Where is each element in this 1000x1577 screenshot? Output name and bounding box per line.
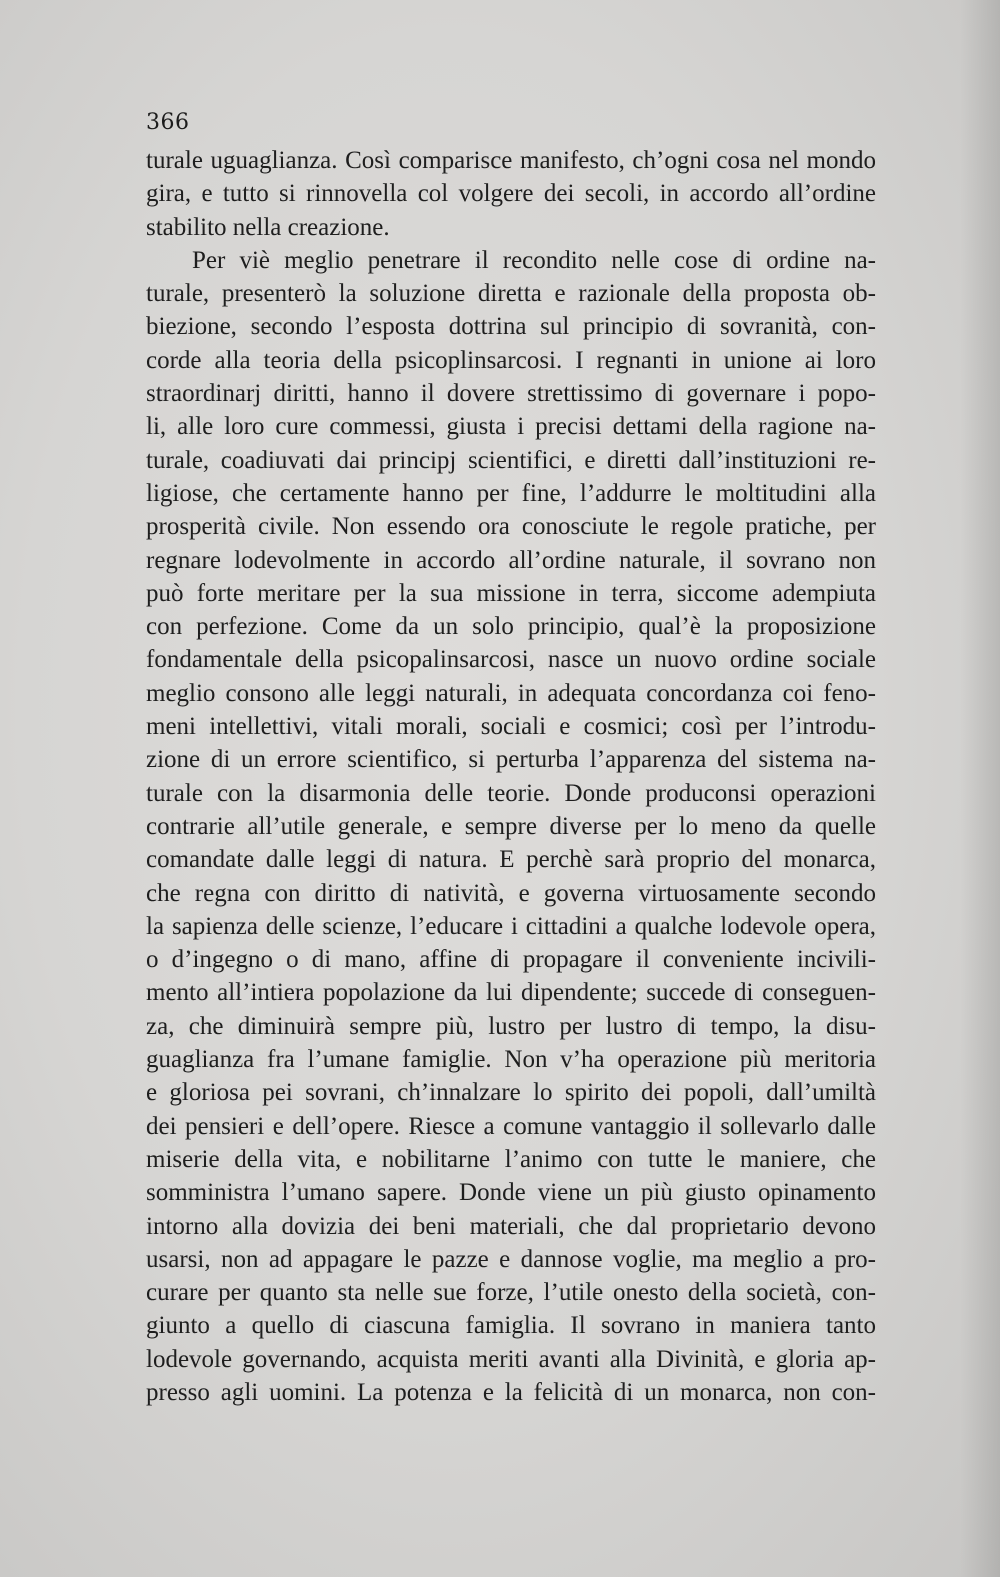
text-line: meni intellettivi, vitali morali, sociali e cosmici; così per l’introdu- xyxy=(146,713,876,741)
text-line: contrarie all’utile generale, e sempre diverse per lo meno da quelle xyxy=(146,812,876,840)
text-line: somministra l’umano sapere. Donde viene un più giusto opinamento xyxy=(146,1179,876,1207)
text-line: turale con la disarmonia delle teorie. Donde produconsi operazioni xyxy=(146,779,876,807)
text-line: mento all’intiera popolazione da lui dipendente; succede di conseguen- xyxy=(146,979,876,1007)
text-line: curare per quanto sta nelle sue forze, l’utile onesto della società, con- xyxy=(146,1279,876,1307)
text-line: fondamentale della psicopalinsarcosi, nasce un nuovo ordine sociale xyxy=(146,646,876,674)
text-line: turale, coadiuvati dai principj scientifici, e diretti dall’instituzioni re- xyxy=(146,446,876,474)
page-number: 366 xyxy=(146,110,190,135)
text-line: prosperità civile. Non essendo ora conosciute le regole pratiche, per xyxy=(146,513,876,541)
text-line: ligiose, che certamente hanno per fine, l’addurre le moltitudini alla xyxy=(146,479,876,507)
text-line: corde alla teoria della psicoplinsarcosi. I regnanti in unione ai loro xyxy=(146,346,876,374)
text-line: giunto a quello di ciascuna famiglia. Il sovrano in maniera tanto xyxy=(146,1312,876,1340)
text-line: intorno alla dovizia dei beni materiali, che dal proprietario devono xyxy=(146,1212,876,1240)
text-line: stabilito nella creazione. xyxy=(146,213,390,241)
text-line: con perfezione. Come da un solo principio, qual’è la proposizione xyxy=(146,613,876,641)
text-line: usarsi, non ad appagare le pazze e dannose voglie, ma meglio a pro- xyxy=(146,1245,876,1273)
text-line: zione di un errore scientifico, si perturba l’apparenza del sistema na- xyxy=(146,746,876,774)
text-line: dei pensieri e dell’opere. Riesce a comune vantaggio il sollevarlo dalle xyxy=(146,1112,876,1140)
text-line: miserie della vita, e nobilitarne l’animo con tutte le maniere, che xyxy=(146,1145,876,1173)
text-line: gira, e tutto si rinnovella col volgere dei secoli, in accordo all’ordine xyxy=(146,180,876,208)
body-text xyxy=(146,144,876,1409)
text-line: e gloriosa pei sovrani, ch’innalzare lo spirito dei popoli, dall’umiltà xyxy=(146,1079,876,1107)
text-line: straordinarj diritti, hanno il dovere strettissimo di governare i popo- xyxy=(146,380,876,408)
text-line: turale uguaglianza. Così comparisce manifesto, ch’ogni cosa nel mondo xyxy=(146,147,876,174)
text-line: meglio consono alle leggi naturali, in adequata concordanza coi feno- xyxy=(146,679,876,707)
text-line: o d’ingegno o di mano, affine di propagare il conveniente incivili- xyxy=(146,946,876,974)
text-line: za, che diminuirà sempre più, lustro per lustro di tempo, la disu- xyxy=(146,1012,876,1040)
text-line: turale, presenterò la soluzione diretta e razionale della proposta ob- xyxy=(146,280,876,308)
text-line: lodevole governando, acquista meriti avanti alla Divinità, e gloria ap- xyxy=(146,1345,876,1373)
text-line: biezione, secondo l’esposta dottrina sul principio di sovranità, con- xyxy=(146,313,876,341)
text-line: presso agli uomini. La potenza e la felicità di un monarca, non con- xyxy=(146,1378,876,1406)
text-line: può forte meritare per la sua missione in terra, siccome adempiuta xyxy=(146,579,876,607)
text-line: comandate dalle leggi di natura. E perchè sarà proprio del monarca, xyxy=(146,846,876,874)
text-line: che regna con diritto di natività, e governa virtuosamente secondo xyxy=(146,879,876,907)
text-line: regnare lodevolmente in accordo all’ordine naturale, il sovrano non xyxy=(146,546,876,574)
text-line: Per viè meglio penetrare il recondito nelle cose di ordine na- xyxy=(192,246,876,274)
text-line: guaglianza fra l’umane famiglie. Non v’ha operazione più meritoria xyxy=(146,1046,876,1074)
text-line: li, alle loro cure commessi, giusta i precisi dettami della ragione na- xyxy=(146,413,876,441)
text-line: la sapienza delle scienze, l’educare i cittadini a qualche lodevole opera, xyxy=(146,912,876,940)
